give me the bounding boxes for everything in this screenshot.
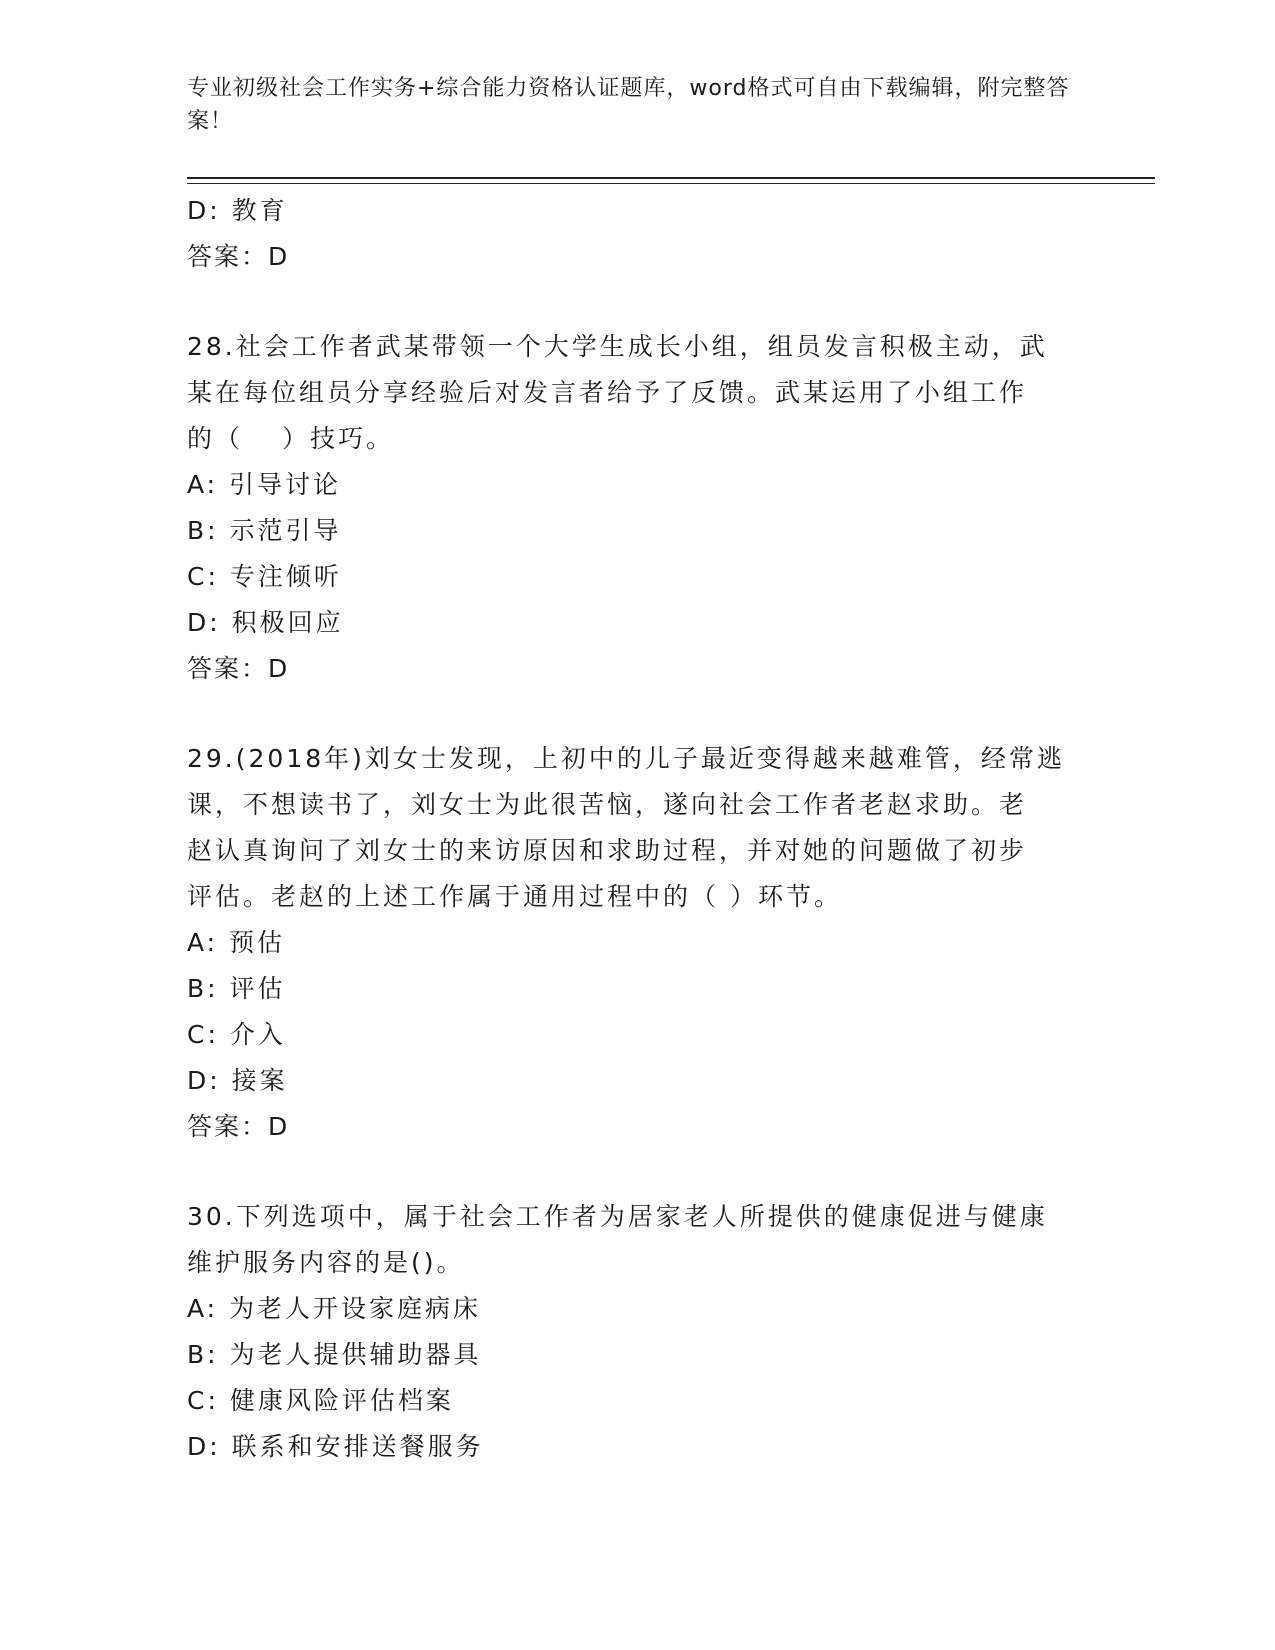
question-28 xyxy=(187,324,1087,692)
option-d: D: 联系和安排送餐服务 xyxy=(187,1432,484,1461)
question-text-line: 28.社会工作者武某带领一个大学生成长小组，组员发言积极主动，武 xyxy=(187,332,1048,361)
question-text-line: 某在每位组员分享经验后对发言者给予了反馈。武某运用了小组工作 xyxy=(187,378,1028,407)
question-30 xyxy=(187,1194,1087,1470)
question-29 xyxy=(187,736,1087,1150)
header-rule-thin xyxy=(187,183,1155,184)
option-a: A: 引导讨论 xyxy=(187,470,342,499)
option-d: D: 教育 xyxy=(187,196,288,225)
option-d: D: 积极回应 xyxy=(187,608,344,637)
option-a: A: 预估 xyxy=(187,928,286,957)
option-c: C: 健康风险评估档案 xyxy=(187,1386,454,1415)
question-text-line: 30.下列选项中，属于社会工作者为居家老人所提供的健康促进与健康 xyxy=(187,1202,1048,1231)
answer: 答案：D xyxy=(187,1112,290,1141)
question-text-line: 维护服务内容的是()。 xyxy=(187,1248,465,1277)
answer: 答案：D xyxy=(187,654,290,683)
answer: 答案：D xyxy=(187,242,290,271)
question-text-line: 评估。老赵的上述工作属于通用过程中的（ ）环节。 xyxy=(187,882,842,911)
option-c: C: 介入 xyxy=(187,1020,286,1049)
page-header: 专业初级社会工作实务+综合能力资格认证题库，word格式可自由下载编辑，附完整答案！ xyxy=(187,76,1070,134)
question-text-line: 的（ ）技巧。 xyxy=(187,424,394,453)
question-text-line: 赵认真询问了刘女士的来访原因和求助过程，并对她的问题做了初步 xyxy=(187,836,1028,865)
option-b: B: 示范引导 xyxy=(187,516,342,545)
option-d: D: 接案 xyxy=(187,1066,288,1095)
option-a: A: 为老人开设家庭病床 xyxy=(187,1294,482,1323)
header-rule xyxy=(187,177,1155,179)
option-c: C: 专注倾听 xyxy=(187,562,342,591)
question-content xyxy=(187,188,1087,1470)
option-b: B: 为老人提供辅助器具 xyxy=(187,1340,482,1369)
question-text-line: 课，不想读书了，刘女士为此很苦恼，遂向社会工作者老赵求助。老 xyxy=(187,790,1028,819)
option-b: B: 评估 xyxy=(187,974,286,1003)
question-text-line: 29.(2018年)刘女士发现，上初中的儿子最近变得越来越难管，经常逃 xyxy=(187,744,1065,773)
